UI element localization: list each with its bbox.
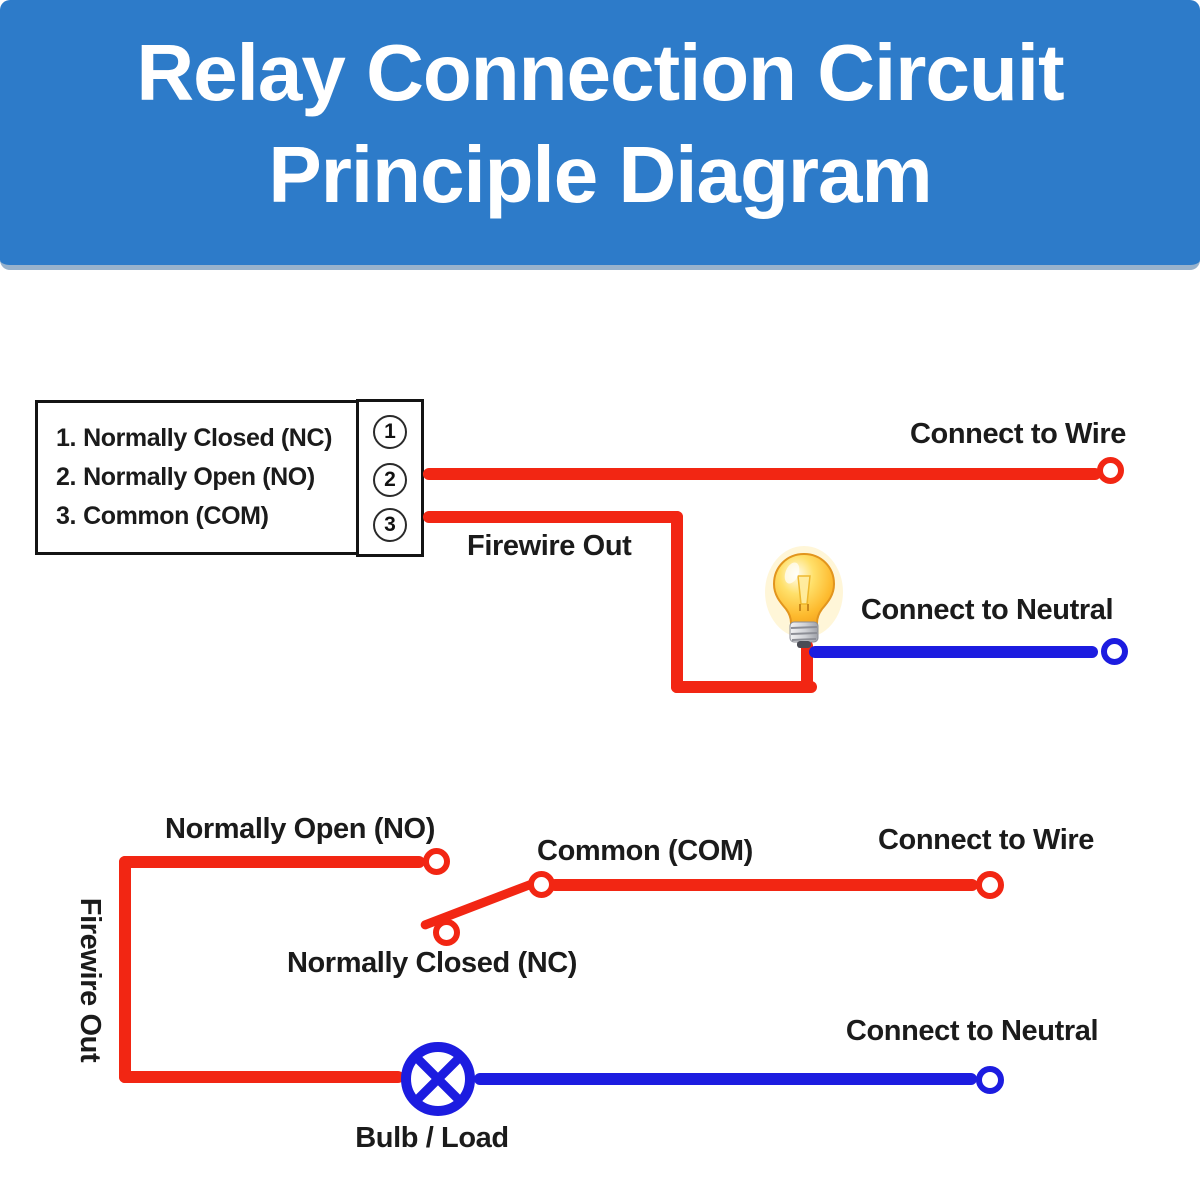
top-neutral-wire	[809, 646, 1098, 658]
legend-item-nc-label: Normally Closed (NC)	[83, 424, 333, 452]
bottom-normally-open-label: Normally Open (NO)	[165, 813, 435, 845]
bottom-wire-terminal-ring	[976, 871, 1004, 899]
terminal-1-circle: 1	[373, 415, 407, 449]
top-firewire-wire-h1	[423, 511, 683, 523]
bottom-no-wire	[119, 856, 425, 868]
top-no-wire	[423, 468, 1101, 480]
legend-item-com	[56, 497, 360, 536]
terminal-legend-box	[35, 400, 363, 555]
bulb-load-symbol	[393, 1034, 483, 1124]
bottom-neutral-wire	[474, 1073, 977, 1085]
bottom-nc-contact-ring	[433, 919, 460, 946]
title-banner	[0, 0, 1200, 270]
legend-item-no-number: 2.	[56, 463, 77, 491]
bottom-connect-to-wire-label: Connect to Wire	[877, 824, 1095, 856]
bottom-com-wire	[549, 879, 978, 891]
top-firewire-wire-h2	[671, 681, 817, 693]
page-title-line2: Principle Diagram	[268, 130, 932, 219]
top-connect-to-neutral-label: Connect to Neutral	[860, 594, 1114, 626]
terminal-3-circle: 3	[373, 508, 407, 542]
legend-item-com-label: Common (COM)	[83, 502, 269, 530]
bottom-no-contact-ring	[423, 848, 450, 875]
legend-item-nc-number: 1.	[56, 424, 77, 452]
terminal-2-circle: 2	[373, 463, 407, 497]
top-wire-terminal-ring	[1097, 457, 1124, 484]
bulb-load-label: Bulb / Load	[355, 1122, 509, 1154]
legend-item-com-number: 3.	[56, 502, 77, 530]
bottom-load-wire-red	[119, 1071, 404, 1083]
legend-item-nc	[56, 419, 360, 458]
bottom-firewire-out-label: Firewire Out	[74, 897, 106, 1063]
top-connect-to-wire-label: Connect to Wire	[909, 418, 1127, 450]
bottom-normally-closed-label: Normally Closed (NC)	[286, 947, 578, 979]
page-title-line1: Relay Connection Circuit	[136, 28, 1064, 117]
legend-item-no-label: Normally Open (NO)	[83, 463, 315, 491]
bottom-connect-to-neutral-label: Connect to Neutral	[845, 1015, 1099, 1047]
light-bulb-icon	[764, 548, 844, 650]
top-firewire-out-label: Firewire Out	[467, 530, 632, 562]
bottom-firewire-rail	[119, 856, 131, 1083]
bottom-neutral-terminal-ring	[976, 1066, 1004, 1094]
bottom-common-label: Common (COM)	[537, 835, 753, 867]
top-neutral-terminal-ring	[1101, 638, 1128, 665]
legend-item-no	[56, 458, 360, 497]
top-firewire-wire-v1	[671, 511, 683, 693]
